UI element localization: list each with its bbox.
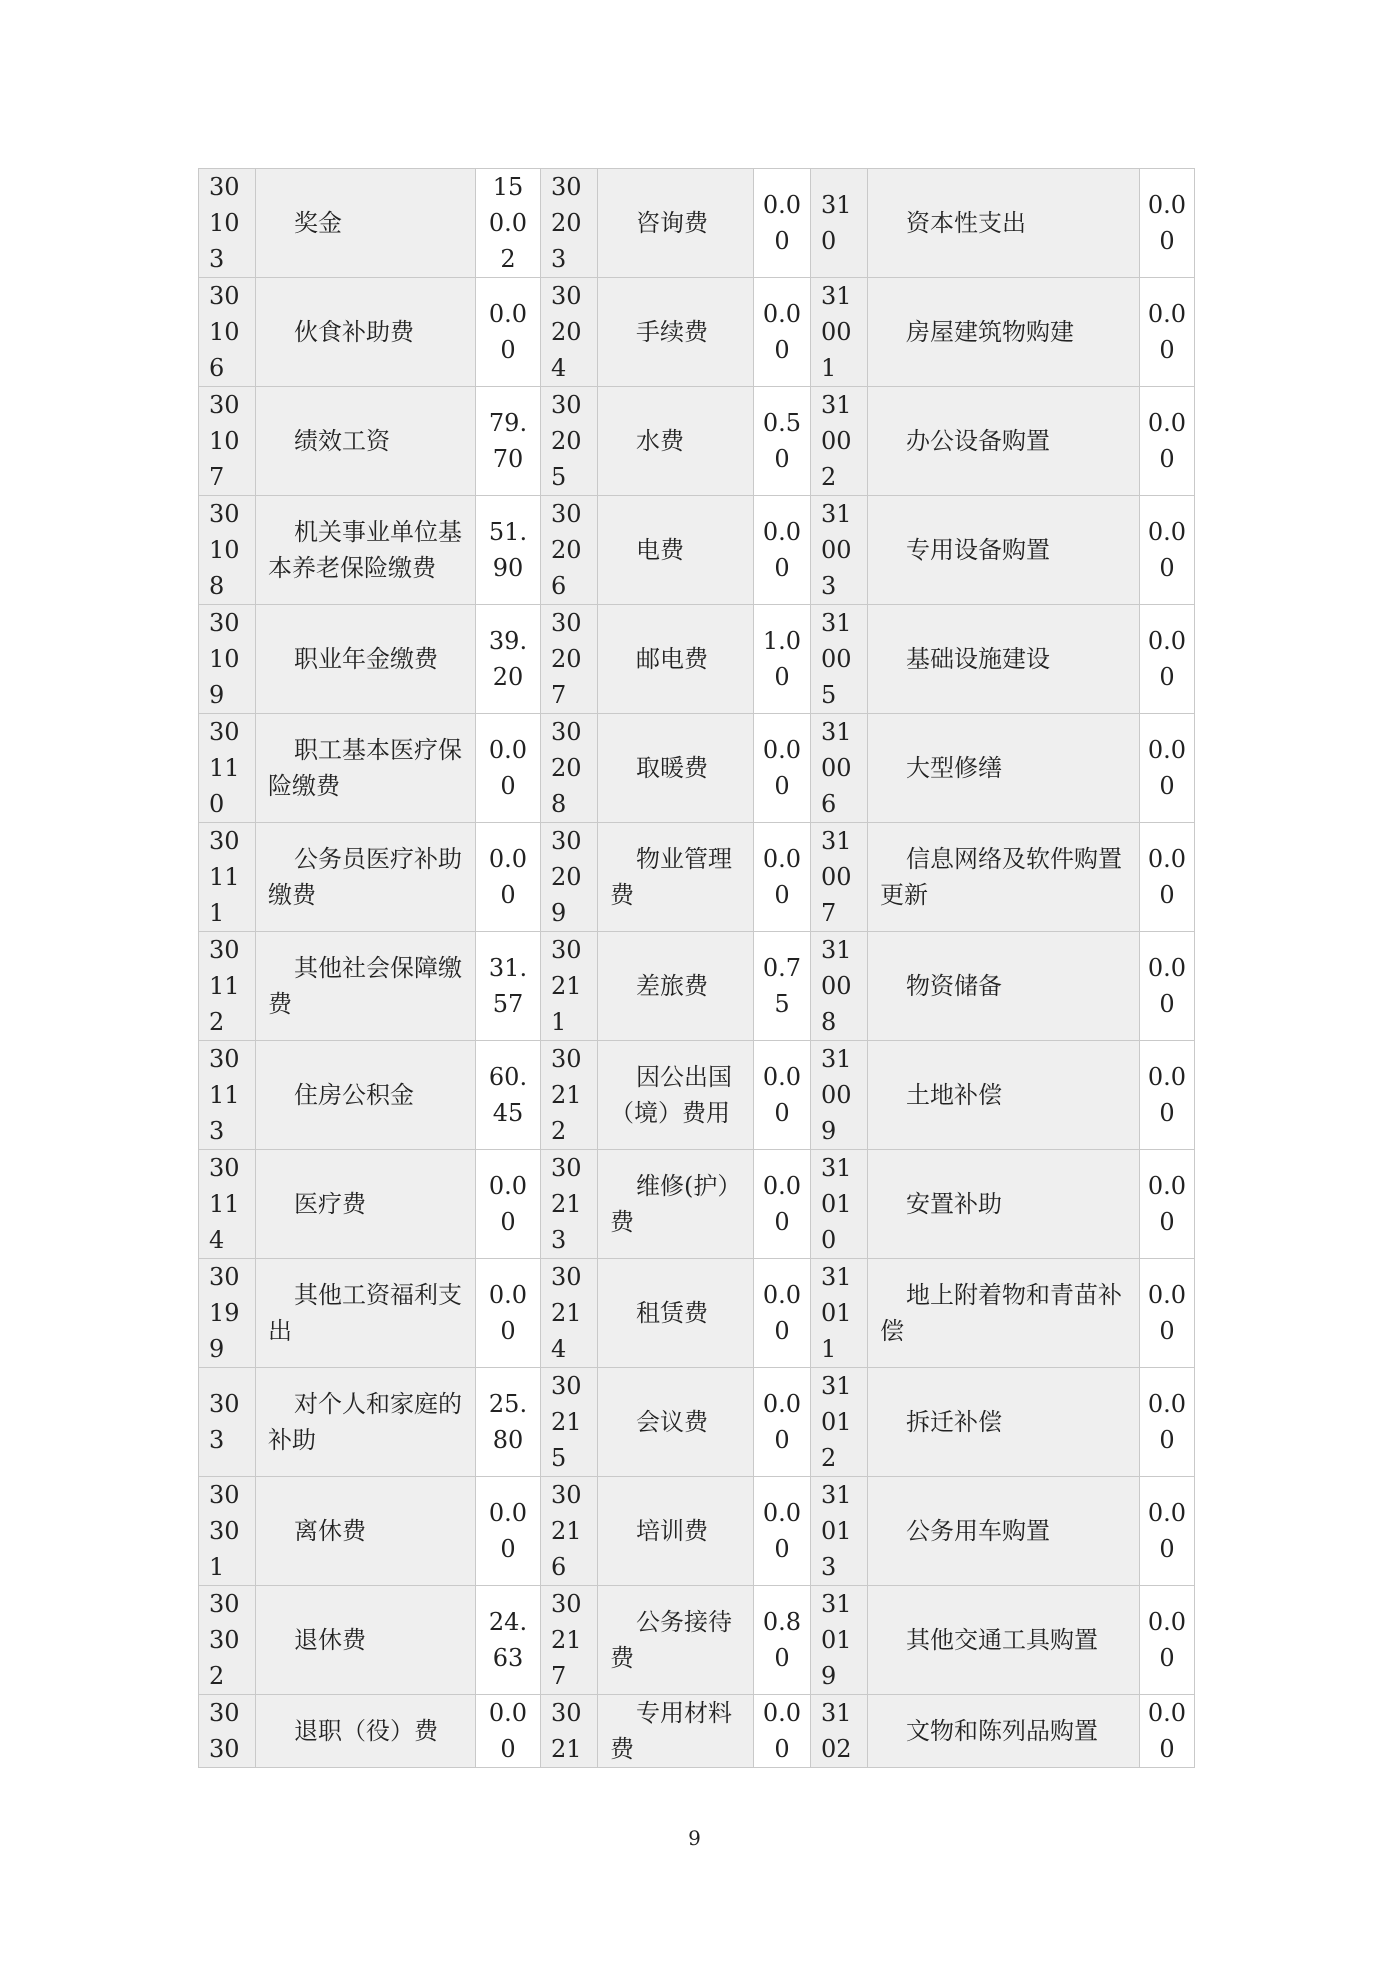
table-row — [199, 1259, 1195, 1368]
right-item-amount-cell: 0.00 — [1140, 496, 1195, 605]
middle-item-code-cell: 30212 — [541, 1041, 598, 1150]
left-item-amount-cell: 0.00 — [476, 714, 541, 823]
right-item-name-cell: 地上附着物和青苗补偿 — [868, 1259, 1140, 1368]
middle-item-amount-cell: 0.80 — [754, 1586, 811, 1695]
left-item-amount-cell: 0.00 — [476, 1695, 541, 1768]
table-row — [199, 1368, 1195, 1477]
left-item-code-cell: 30111 — [199, 823, 256, 932]
middle-item-name-cell: 因公出国（境）费用 — [598, 1041, 754, 1150]
middle-item-name-cell: 邮电费 — [598, 605, 754, 714]
right-item-amount-cell: 0.00 — [1140, 278, 1195, 387]
left-item-amount-cell: 31.57 — [476, 932, 541, 1041]
left-item-code-cell: 30109 — [199, 605, 256, 714]
right-item-amount-cell: 0.00 — [1140, 1259, 1195, 1368]
left-item-code-cell: 30107 — [199, 387, 256, 496]
left-item-name-cell: 公务员医疗补助缴费 — [256, 823, 476, 932]
table-row — [199, 1150, 1195, 1259]
left-item-code-cell: 30113 — [199, 1041, 256, 1150]
middle-item-name-cell: 差旅费 — [598, 932, 754, 1041]
left-item-name-cell: 其他工资福利支出 — [256, 1259, 476, 1368]
right-item-code-cell: 31009 — [811, 1041, 868, 1150]
right-item-code-cell: 31002 — [811, 387, 868, 496]
right-item-code-cell: 31007 — [811, 823, 868, 932]
right-item-code-cell: 31012 — [811, 1368, 868, 1477]
right-item-name-cell: 公务用车购置 — [868, 1477, 1140, 1586]
left-item-amount-cell: 25.80 — [476, 1368, 541, 1477]
left-item-code-cell: 30301 — [199, 1477, 256, 1586]
middle-item-code-cell: 3021 — [541, 1695, 598, 1768]
left-item-name-cell: 绩效工资 — [256, 387, 476, 496]
expenditure-table — [198, 168, 1195, 1768]
right-item-amount-cell: 0.00 — [1140, 1368, 1195, 1477]
left-item-code-cell: 30112 — [199, 932, 256, 1041]
table-row — [199, 1477, 1195, 1586]
right-item-code-cell: 31003 — [811, 496, 868, 605]
middle-item-amount-cell: 0.00 — [754, 1695, 811, 1768]
middle-item-amount-cell: 0.00 — [754, 1150, 811, 1259]
middle-item-name-cell: 电费 — [598, 496, 754, 605]
right-item-code-cell: 31006 — [811, 714, 868, 823]
right-item-code-cell: 31008 — [811, 932, 868, 1041]
table-row — [199, 605, 1195, 714]
middle-item-name-cell: 会议费 — [598, 1368, 754, 1477]
left-item-name-cell: 伙食补助费 — [256, 278, 476, 387]
table-row — [199, 387, 1195, 496]
middle-item-amount-cell: 0.50 — [754, 387, 811, 496]
table-row — [199, 278, 1195, 387]
middle-item-name-cell: 维修(护）费 — [598, 1150, 754, 1259]
right-item-amount-cell: 0.00 — [1140, 605, 1195, 714]
right-item-code-cell: 31001 — [811, 278, 868, 387]
left-item-name-cell: 住房公积金 — [256, 1041, 476, 1150]
left-item-name-cell: 机关事业单位基本养老保险缴费 — [256, 496, 476, 605]
right-item-amount-cell: 0.00 — [1140, 387, 1195, 496]
left-item-code-cell: 30199 — [199, 1259, 256, 1368]
left-item-name-cell: 其他社会保障缴费 — [256, 932, 476, 1041]
table-row — [199, 1586, 1195, 1695]
left-item-code-cell: 30108 — [199, 496, 256, 605]
right-item-amount-cell: 0.00 — [1140, 823, 1195, 932]
right-item-name-cell: 拆迁补偿 — [868, 1368, 1140, 1477]
right-item-name-cell: 信息网络及软件购置更新 — [868, 823, 1140, 932]
right-item-code-cell: 3102 — [811, 1695, 868, 1768]
left-item-amount-cell: 39.20 — [476, 605, 541, 714]
left-item-code-cell: 30106 — [199, 278, 256, 387]
middle-item-amount-cell: 0.00 — [754, 1259, 811, 1368]
right-item-amount-cell: 0.00 — [1140, 1150, 1195, 1259]
left-item-amount-cell: 150.02 — [476, 169, 541, 278]
left-item-amount-cell: 0.00 — [476, 1150, 541, 1259]
right-item-amount-cell: 0.00 — [1140, 1477, 1195, 1586]
middle-item-name-cell: 手续费 — [598, 278, 754, 387]
left-item-amount-cell: 0.00 — [476, 1477, 541, 1586]
left-item-amount-cell: 24.63 — [476, 1586, 541, 1695]
left-item-code-cell: 30114 — [199, 1150, 256, 1259]
table-row — [199, 169, 1195, 278]
left-item-code-cell: 3030 — [199, 1695, 256, 1768]
table-row — [199, 496, 1195, 605]
middle-item-amount-cell: 0.00 — [754, 1041, 811, 1150]
middle-item-name-cell: 水费 — [598, 387, 754, 496]
left-item-name-cell: 医疗费 — [256, 1150, 476, 1259]
middle-item-code-cell: 30215 — [541, 1368, 598, 1477]
middle-item-amount-cell: 0.00 — [754, 496, 811, 605]
left-item-amount-cell: 0.00 — [476, 823, 541, 932]
left-item-amount-cell: 51.90 — [476, 496, 541, 605]
table-row — [199, 823, 1195, 932]
right-item-code-cell: 31013 — [811, 1477, 868, 1586]
middle-item-name-cell: 取暖费 — [598, 714, 754, 823]
left-item-amount-cell: 79.70 — [476, 387, 541, 496]
middle-item-name-cell: 租赁费 — [598, 1259, 754, 1368]
middle-item-amount-cell: 0.00 — [754, 278, 811, 387]
right-item-code-cell: 31019 — [811, 1586, 868, 1695]
left-item-name-cell: 职工基本医疗保险缴费 — [256, 714, 476, 823]
middle-item-code-cell: 30204 — [541, 278, 598, 387]
right-item-name-cell: 文物和陈列品购置 — [868, 1695, 1140, 1768]
right-item-name-cell: 资本性支出 — [868, 169, 1140, 278]
right-item-name-cell: 其他交通工具购置 — [868, 1586, 1140, 1695]
page-number: 9 — [688, 1826, 701, 1850]
middle-item-code-cell: 30216 — [541, 1477, 598, 1586]
left-item-code-cell: 30103 — [199, 169, 256, 278]
middle-item-name-cell: 公务接待费 — [598, 1586, 754, 1695]
middle-item-name-cell: 专用材料费 — [598, 1695, 754, 1768]
middle-item-amount-cell: 0.00 — [754, 714, 811, 823]
middle-item-code-cell: 30209 — [541, 823, 598, 932]
middle-item-amount-cell: 0.00 — [754, 169, 811, 278]
left-item-name-cell: 退职（役）费 — [256, 1695, 476, 1768]
middle-item-code-cell: 30213 — [541, 1150, 598, 1259]
right-item-code-cell: 31005 — [811, 605, 868, 714]
middle-item-name-cell: 咨询费 — [598, 169, 754, 278]
left-item-amount-cell: 0.00 — [476, 1259, 541, 1368]
right-item-name-cell: 办公设备购置 — [868, 387, 1140, 496]
right-item-amount-cell: 0.00 — [1140, 1041, 1195, 1150]
left-item-name-cell: 奖金 — [256, 169, 476, 278]
right-item-name-cell: 安置补助 — [868, 1150, 1140, 1259]
middle-item-amount-cell: 0.75 — [754, 932, 811, 1041]
right-item-name-cell: 物资储备 — [868, 932, 1140, 1041]
middle-item-code-cell: 30206 — [541, 496, 598, 605]
middle-item-name-cell: 物业管理费 — [598, 823, 754, 932]
right-item-amount-cell: 0.00 — [1140, 169, 1195, 278]
left-item-amount-cell: 0.00 — [476, 278, 541, 387]
middle-item-code-cell: 30207 — [541, 605, 598, 714]
right-item-name-cell: 房屋建筑物购建 — [868, 278, 1140, 387]
left-item-name-cell: 对个人和家庭的补助 — [256, 1368, 476, 1477]
table-row — [199, 932, 1195, 1041]
middle-item-code-cell: 30208 — [541, 714, 598, 823]
right-item-name-cell: 专用设备购置 — [868, 496, 1140, 605]
left-item-name-cell: 退休费 — [256, 1586, 476, 1695]
middle-item-code-cell: 30211 — [541, 932, 598, 1041]
right-item-code-cell: 31011 — [811, 1259, 868, 1368]
right-item-amount-cell: 0.00 — [1140, 714, 1195, 823]
middle-item-amount-cell: 0.00 — [754, 823, 811, 932]
middle-item-code-cell: 30217 — [541, 1586, 598, 1695]
middle-item-name-cell: 培训费 — [598, 1477, 754, 1586]
left-item-name-cell: 职业年金缴费 — [256, 605, 476, 714]
left-item-name-cell: 离休费 — [256, 1477, 476, 1586]
left-item-code-cell: 303 — [199, 1368, 256, 1477]
middle-item-amount-cell: 0.00 — [754, 1368, 811, 1477]
middle-item-amount-cell: 0.00 — [754, 1477, 811, 1586]
left-item-code-cell: 30302 — [199, 1586, 256, 1695]
table-row — [199, 1695, 1195, 1768]
right-item-name-cell: 大型修缮 — [868, 714, 1140, 823]
right-item-name-cell: 土地补偿 — [868, 1041, 1140, 1150]
middle-item-code-cell: 30205 — [541, 387, 598, 496]
expenditure-table-body — [199, 169, 1195, 1768]
right-item-amount-cell: 0.00 — [1140, 932, 1195, 1041]
right-item-name-cell: 基础设施建设 — [868, 605, 1140, 714]
table-row — [199, 714, 1195, 823]
middle-item-amount-cell: 1.00 — [754, 605, 811, 714]
right-item-code-cell: 310 — [811, 169, 868, 278]
middle-item-code-cell: 30203 — [541, 169, 598, 278]
left-item-amount-cell: 60.45 — [476, 1041, 541, 1150]
left-item-code-cell: 30110 — [199, 714, 256, 823]
middle-item-code-cell: 30214 — [541, 1259, 598, 1368]
right-item-amount-cell: 0.00 — [1140, 1586, 1195, 1695]
right-item-code-cell: 31010 — [811, 1150, 868, 1259]
table-row — [199, 1041, 1195, 1150]
right-item-amount-cell: 0.00 — [1140, 1695, 1195, 1768]
